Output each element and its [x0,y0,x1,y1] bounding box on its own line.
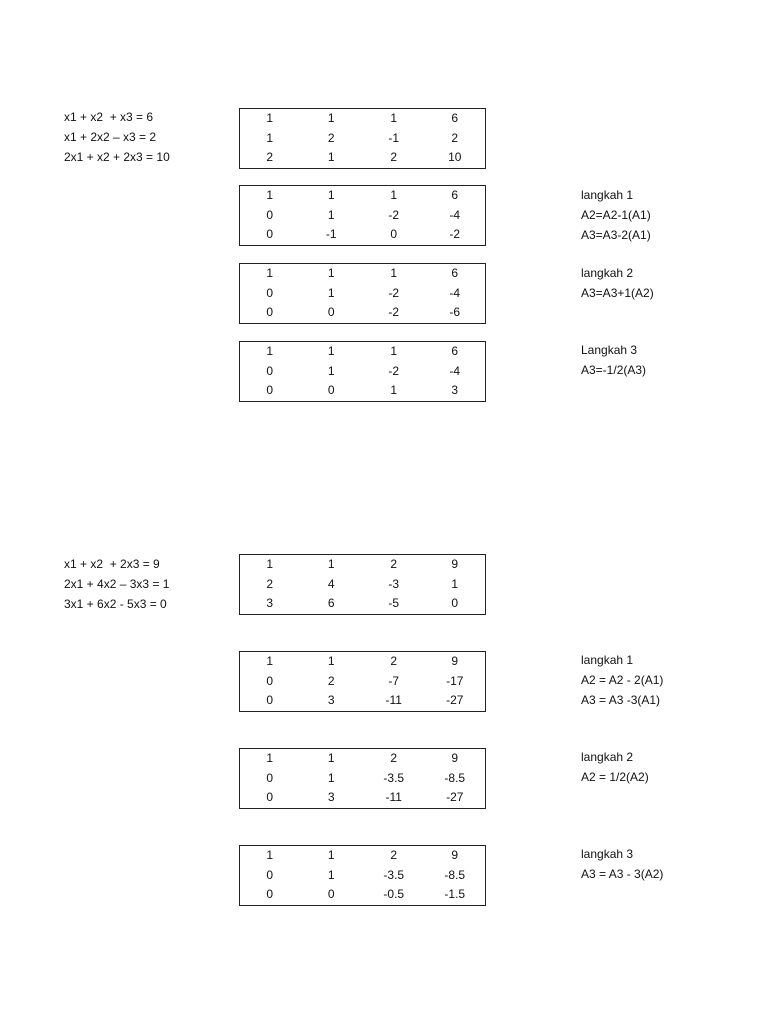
matrix-cell: 1 [266,344,274,358]
system-1-step-1-matrix [239,185,486,246]
matrix-row [240,148,485,168]
matrix-cell: -1.5 [444,887,466,901]
system-2-step-3-matrix [239,845,486,906]
matrix-cell: -11 [385,693,402,707]
matrix-cell: 1 [266,557,274,571]
matrix-cell: -0.5 [383,887,405,901]
matrix-cell: 1 [327,557,335,571]
matrix-cell: 1 [327,751,335,765]
matrix-cell: 1 [266,848,274,862]
matrix-cell: -2 [449,227,461,241]
matrix-cell: -3.5 [383,867,405,882]
system-2-initial-matrix [239,554,486,615]
matrix-row [240,749,485,769]
equation-line: x1 + x2 + x3 = 6 [64,110,154,124]
matrix-cell: 2 [390,150,398,164]
matrix-cell: 6 [451,188,459,202]
matrix-cell: 1 [390,344,398,358]
matrix-cell: 1 [327,363,335,378]
matrix-row [240,225,485,245]
matrix-cell: 1 [266,130,274,145]
system-1-equations [64,107,170,167]
matrix-cell: 2 [327,673,335,688]
matrix-row [240,284,485,304]
matrix-cell: -1 [388,130,400,145]
matrix-cell: 2 [390,557,398,571]
matrix-cell: 0 [266,207,274,222]
matrix-row [240,866,485,886]
matrix-cell: 1 [390,188,398,202]
matrix-row [240,652,485,672]
matrix-row [240,264,485,284]
row-operation: A2 = 1/2(A2) [581,770,649,784]
system-2-equations [64,554,169,614]
matrix-row [240,769,485,789]
matrix-cell: 6 [451,111,459,125]
system-2-step-1-notes [581,650,663,710]
matrix-cell: 9 [451,751,459,765]
equation-line: x1 + x2 + 2x3 = 9 [64,557,160,571]
matrix-cell: 9 [451,557,459,571]
matrix-cell: -2 [388,363,400,378]
matrix-cell: 3 [327,790,335,804]
step-title: langkah 2 [581,266,634,280]
matrix-cell: -8.5 [444,770,466,785]
matrix-cell: 9 [451,654,459,668]
matrix-cell: 2 [390,654,398,668]
row-operation: A2=A2-1(A1) [581,208,651,222]
matrix-cell: -1 [325,227,337,241]
matrix-cell: 2 [327,130,335,145]
matrix-cell: 0 [266,383,274,397]
matrix-cell: 0 [266,887,274,901]
matrix-cell: 1 [327,867,335,882]
equation-line: 3x1 + 6x2 - 5x3 = 0 [64,597,167,611]
matrix-cell: 1 [327,848,335,862]
matrix-cell: 1 [327,207,335,222]
matrix-cell: 0 [266,693,274,707]
matrix-cell: -27 [446,693,464,707]
equation-line: 2x1 + x2 + 2x3 = 10 [64,150,170,164]
system-1-step-3-notes [581,340,646,380]
matrix-cell: 1 [327,188,335,202]
matrix-cell: -27 [446,790,464,804]
matrix-row [240,846,485,866]
matrix-cell: -6 [449,305,461,319]
system-2-step-3-notes [581,844,663,884]
matrix-cell: 2 [390,751,398,765]
matrix-cell: 0 [327,305,335,319]
matrix-cell: -2 [388,285,400,300]
matrix-cell: 1 [327,344,335,358]
matrix-cell: 0 [266,363,274,378]
matrix-cell: 6 [451,344,459,358]
system-1-step-2-notes [581,263,654,303]
matrix-cell: 0 [266,285,274,300]
matrix-cell: 2 [390,848,398,862]
matrix-cell: 0 [266,867,274,882]
equation-line: x1 + 2x2 – x3 = 2 [64,130,157,144]
matrix-cell: 0 [451,596,459,610]
row-operation: A2 = A2 - 2(A1) [581,673,664,687]
step-title: langkah 3 [581,847,634,861]
step-title: langkah 2 [581,750,634,764]
matrix-cell: 6 [327,596,335,610]
matrix-cell: 1 [451,576,459,591]
matrix-cell: -4 [449,207,461,222]
matrix-row [240,303,485,323]
equation-line: 2x1 + 4x2 – 3x3 = 1 [64,577,170,591]
row-operation: A3=A3+1(A2) [581,286,654,300]
matrix-cell: 9 [451,848,459,862]
matrix-cell: -5 [388,596,400,610]
matrix-row [240,691,485,711]
matrix-cell: 1 [390,111,398,125]
row-operation: A3 = A3 -3(A1) [581,693,661,707]
matrix-cell: 1 [390,383,398,397]
matrix-cell: -8.5 [444,867,466,882]
matrix-row [240,788,485,808]
row-operation: A3=-1/2(A3) [581,363,647,377]
matrix-cell: 2 [266,150,274,164]
step-title: langkah 1 [581,653,634,667]
matrix-cell: 0 [390,227,398,241]
matrix-cell: -7 [388,673,400,688]
system-2-step-2-notes [581,747,649,787]
matrix-cell: 1 [266,111,274,125]
row-operation: A3 = A3 - 3(A2) [581,867,664,881]
matrix-cell: -17 [446,673,464,688]
matrix-cell: 0 [327,383,335,397]
matrix-row [240,381,485,401]
matrix-cell: 1 [327,266,335,280]
matrix-cell: 1 [390,266,398,280]
system-2-step-1-matrix [239,651,486,712]
matrix-row [240,575,485,595]
step-title: Langkah 3 [581,343,638,357]
matrix-row [240,362,485,382]
matrix-cell: -2 [388,207,400,222]
matrix-cell: -2 [388,305,400,319]
matrix-cell: 10 [448,150,462,164]
matrix-cell: 1 [266,654,274,668]
matrix-row [240,109,485,129]
system-2-step-2-matrix [239,748,486,809]
matrix-cell: 3 [327,693,335,707]
matrix-cell: 1 [327,111,335,125]
matrix-cell: 3 [266,596,274,610]
matrix-cell: 1 [266,751,274,765]
matrix-row [240,129,485,149]
matrix-row [240,555,485,575]
matrix-cell: 1 [327,150,335,164]
matrix-cell: 1 [327,654,335,668]
matrix-cell: 2 [451,130,459,145]
matrix-row [240,342,485,362]
matrix-cell: 1 [266,266,274,280]
matrix-cell: -3.5 [383,770,405,785]
matrix-cell: -4 [449,363,461,378]
system-1-initial-matrix [239,108,486,169]
matrix-cell: 1 [327,770,335,785]
matrix-cell: 2 [266,576,274,591]
matrix-cell: 1 [266,188,274,202]
matrix-row [240,594,485,614]
matrix-cell: -4 [449,285,461,300]
matrix-row [240,672,485,692]
matrix-cell: -11 [385,790,402,804]
system-1-step-2-matrix [239,263,486,324]
step-title: langkah 1 [581,188,634,202]
matrix-row [240,885,485,905]
system-1-step-3-matrix [239,341,486,402]
matrix-row [240,206,485,226]
matrix-cell: 3 [451,383,459,397]
system-1-step-1-notes [581,185,651,245]
row-operation: A3=A3-2(A1) [581,228,651,242]
matrix-cell: 0 [266,305,274,319]
matrix-cell: -3 [388,576,400,591]
matrix-cell: 1 [327,285,335,300]
matrix-row [240,186,485,206]
matrix-cell: 0 [266,790,274,804]
matrix-cell: 0 [327,887,335,901]
matrix-cell: 0 [266,673,274,688]
matrix-cell: 4 [327,576,335,591]
matrix-cell: 0 [266,227,274,241]
matrix-cell: 6 [451,266,459,280]
matrix-cell: 0 [266,770,274,785]
